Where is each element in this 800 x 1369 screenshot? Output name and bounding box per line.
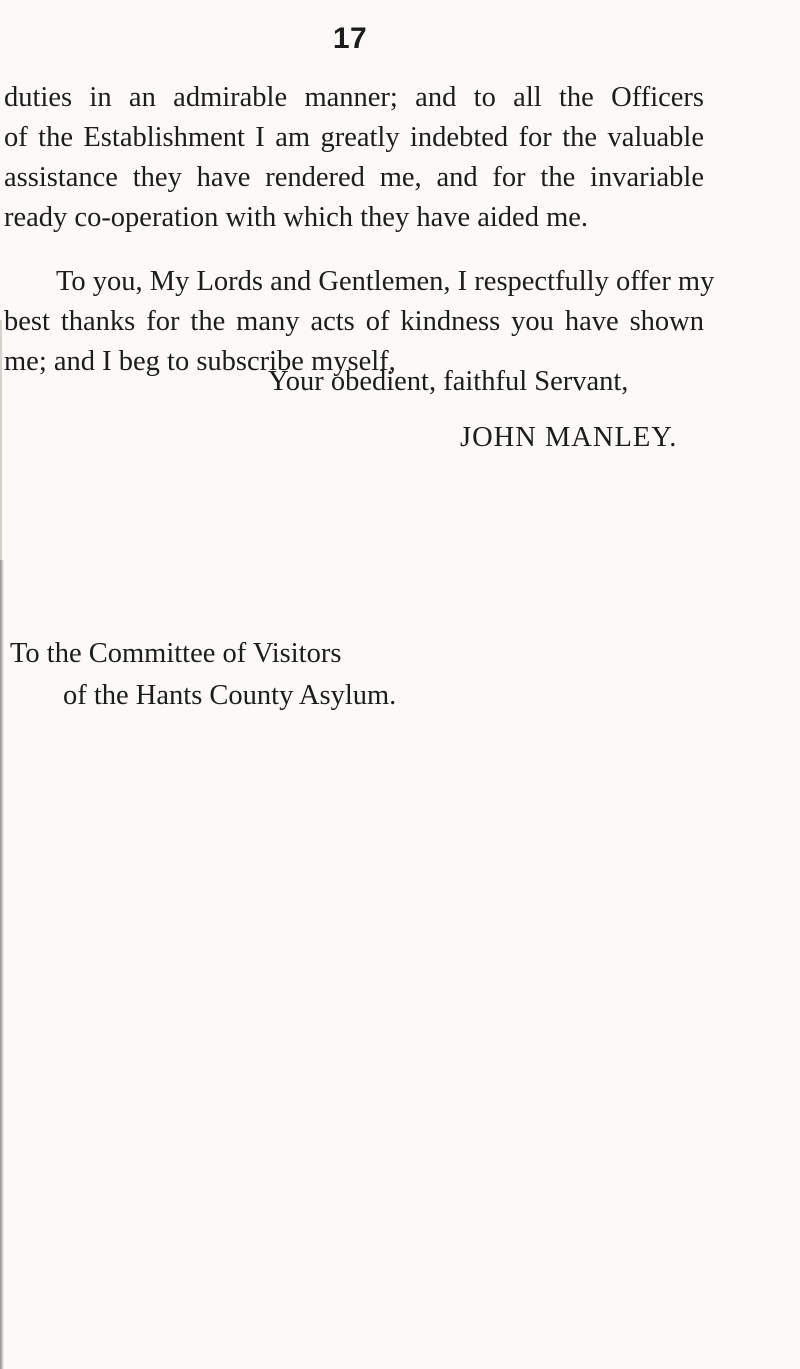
paragraph-line: duties in an admirable manner; and to all the Officers: [4, 82, 704, 113]
addressee-line: of the Hants County Asylum.: [63, 680, 397, 711]
letter-closing: Your obedient, faithful Servant,: [268, 366, 629, 397]
paragraph-line: me; and I beg to subscribe myself,: [4, 346, 396, 377]
paragraph-line: of the Establishment I am greatly indebted for the valuable: [4, 122, 704, 153]
page-binding-edge: [0, 560, 4, 1369]
addressee-line: To the Committee of Visitors: [10, 638, 342, 669]
letter-addressee: [10, 633, 396, 717]
letter-signature: JOHN MANLEY.: [460, 422, 678, 453]
paragraph-line: To you, My Lords and Gentlemen, I respectfully offer my: [56, 266, 715, 297]
page-number: 17: [332, 22, 368, 55]
paragraph-line: best thanks for the many acts of kindness you have shown: [4, 306, 704, 337]
paragraph-line: assistance they have rendered me, and for the invariable: [4, 162, 704, 193]
paragraph-duties: [4, 78, 704, 238]
paragraph-line: ready co-operation with which they have aided me.: [4, 202, 589, 233]
page-gutter-shadow: [0, 320, 2, 560]
